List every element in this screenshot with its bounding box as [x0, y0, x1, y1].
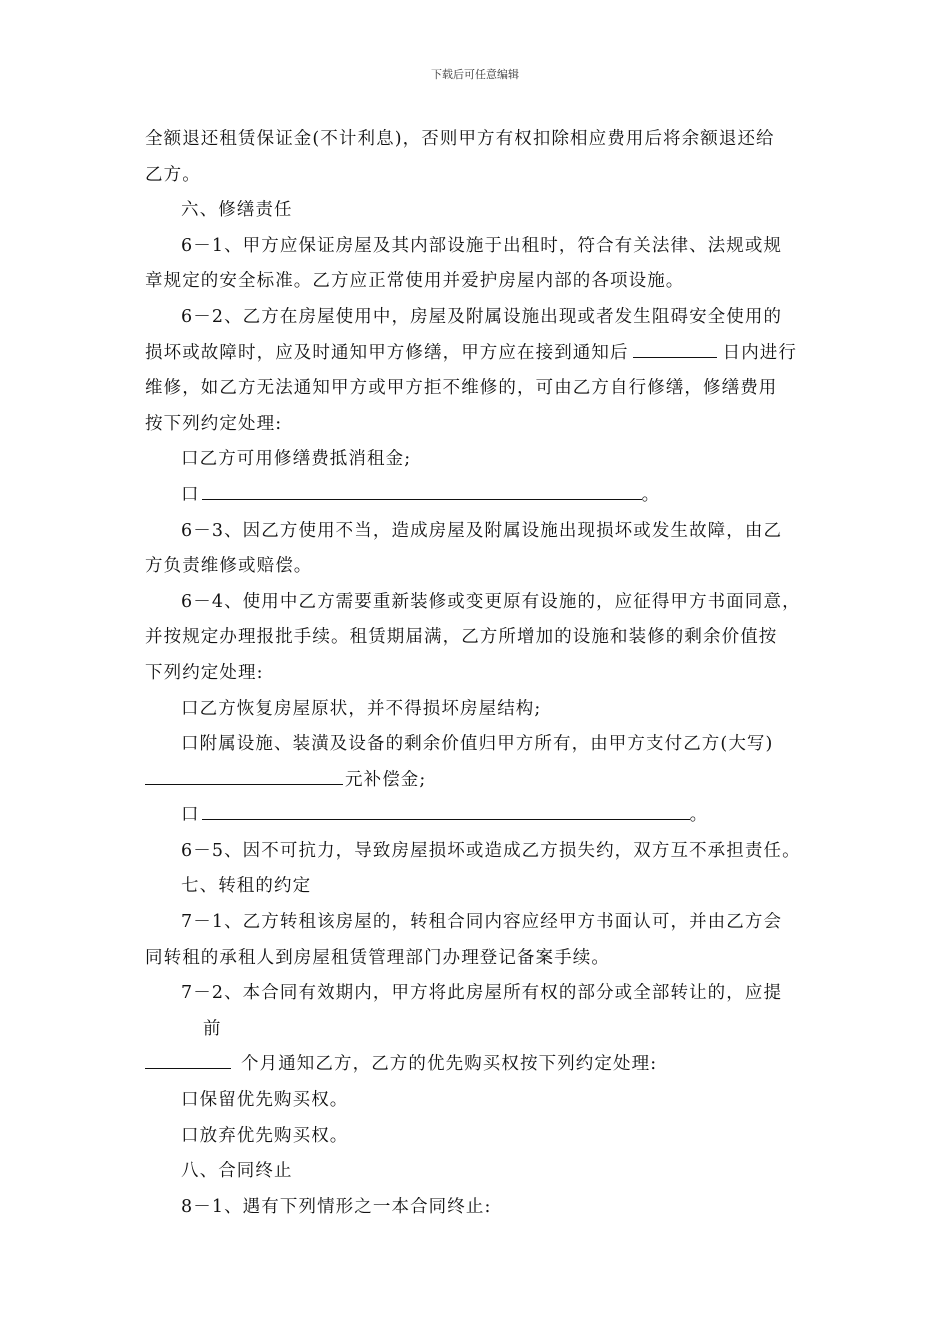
clause-text: 损坏或故障时，应及时通知甲方修缮，甲方应在接到通知后 — [145, 342, 629, 363]
clause-7-1-line-1: 7－1、乙方转租该房屋的，转租合同内容应经甲方书面认可，并由乙方会 — [181, 912, 783, 933]
option-blank[interactable] — [202, 798, 690, 820]
compensation-line — [145, 763, 815, 799]
checkbox-option: 口附属设施、装潢及设备的剩余价值归甲方所有，由甲方支付乙方(大写) — [181, 734, 774, 755]
period: 。 — [689, 805, 709, 826]
checkbox-icon[interactable]: 口 — [181, 484, 200, 505]
checkbox-option: 口保留优先购买权。 — [181, 1090, 349, 1111]
clause-6-4-line-2: 并按规定办理报批手续。租赁期届满，乙方所增加的设施和装修的剩余价值按 — [145, 627, 778, 648]
checkbox-option-blank — [145, 478, 815, 514]
clause-6-2-line-2 — [145, 336, 815, 372]
section-heading: 八、合同终止 — [181, 1161, 293, 1182]
paragraph-line: 全额退还租赁保证金(不计利息)，否则甲方有权扣除相应费用后将余额退还给 — [145, 129, 775, 149]
clause-6-3-line-1: 6－3、因乙方使用不当，造成房屋及附属设施出现损坏或发生故障，由乙 — [181, 520, 783, 541]
paragraph-line: 乙方。 — [145, 164, 201, 185]
checkbox-option: 口放弃优先购买权。 — [181, 1125, 349, 1146]
period: 。 — [641, 484, 661, 505]
amount-blank[interactable] — [145, 763, 343, 785]
months-blank[interactable] — [145, 1047, 231, 1069]
clause-7-2-line-2: 前 — [203, 1018, 222, 1039]
clause-7-2-line-3 — [145, 1047, 815, 1083]
clause-text: 个月通知乙方，乙方的优先购买权按下列约定处理: — [241, 1054, 658, 1075]
clause-6-2-line-4: 按下列约定处理: — [145, 413, 283, 434]
checkbox-icon[interactable]: 口 — [181, 805, 200, 826]
document-body — [145, 122, 815, 1225]
clause-6-3-line-2: 方负责维修或赔偿。 — [145, 556, 313, 577]
clause-7-1-line-2: 同转租的承租人到房屋租赁管理部门办理登记备案手续。 — [145, 947, 610, 968]
checkbox-option-blank — [145, 798, 815, 834]
section-heading: 七、转租的约定 — [181, 876, 312, 897]
clause-7-2-line-1: 7－2、本合同有效期内，甲方将此房屋所有权的部分或全部转让的，应提 — [181, 983, 783, 1004]
clause-8-1: 8－1、遇有下列情形之一本合同终止: — [181, 1196, 492, 1217]
clause-6-1-line-1: 6－1、甲方应保证房屋及其内部设施于出租时，符合有关法律、法规或规 — [181, 235, 783, 256]
clause-6-4-line-1: 6－4、使用中乙方需要重新装修或变更原有设施的，应征得甲方书面同意， — [181, 591, 801, 612]
clause-text: 元补偿金; — [345, 769, 427, 790]
clause-6-2-line-3: 维修，如乙方无法通知甲方或甲方拒不维修的，可由乙方自行修缮，修缮费用 — [145, 378, 778, 399]
clause-text: 日内进行 — [722, 342, 798, 363]
section-heading: 六、修缮责任 — [181, 200, 293, 221]
clause-6-1-line-2: 章规定的安全标准。乙方应正常使用并爱护房屋内部的各项设施。 — [145, 271, 685, 292]
clause-6-2-line-1: 6－2、乙方在房屋使用中，房屋及附属设施出现或者发生阻碍安全使用的 — [181, 306, 783, 327]
clause-6-5: 6－5、因不可抗力，导致房屋损坏或造成乙方损失约，双方互不承担责任。 — [181, 840, 801, 861]
option-blank[interactable] — [202, 478, 642, 500]
clause-6-4-line-3: 下列约定处理: — [145, 662, 264, 683]
checkbox-option: 口乙方恢复房屋原状，并不得损坏房屋结构; — [181, 698, 542, 719]
days-blank[interactable] — [633, 336, 717, 358]
page-header: 下载后可任意编辑 — [431, 68, 519, 81]
checkbox-option: 口乙方可用修缮费抵消租金; — [181, 449, 412, 470]
